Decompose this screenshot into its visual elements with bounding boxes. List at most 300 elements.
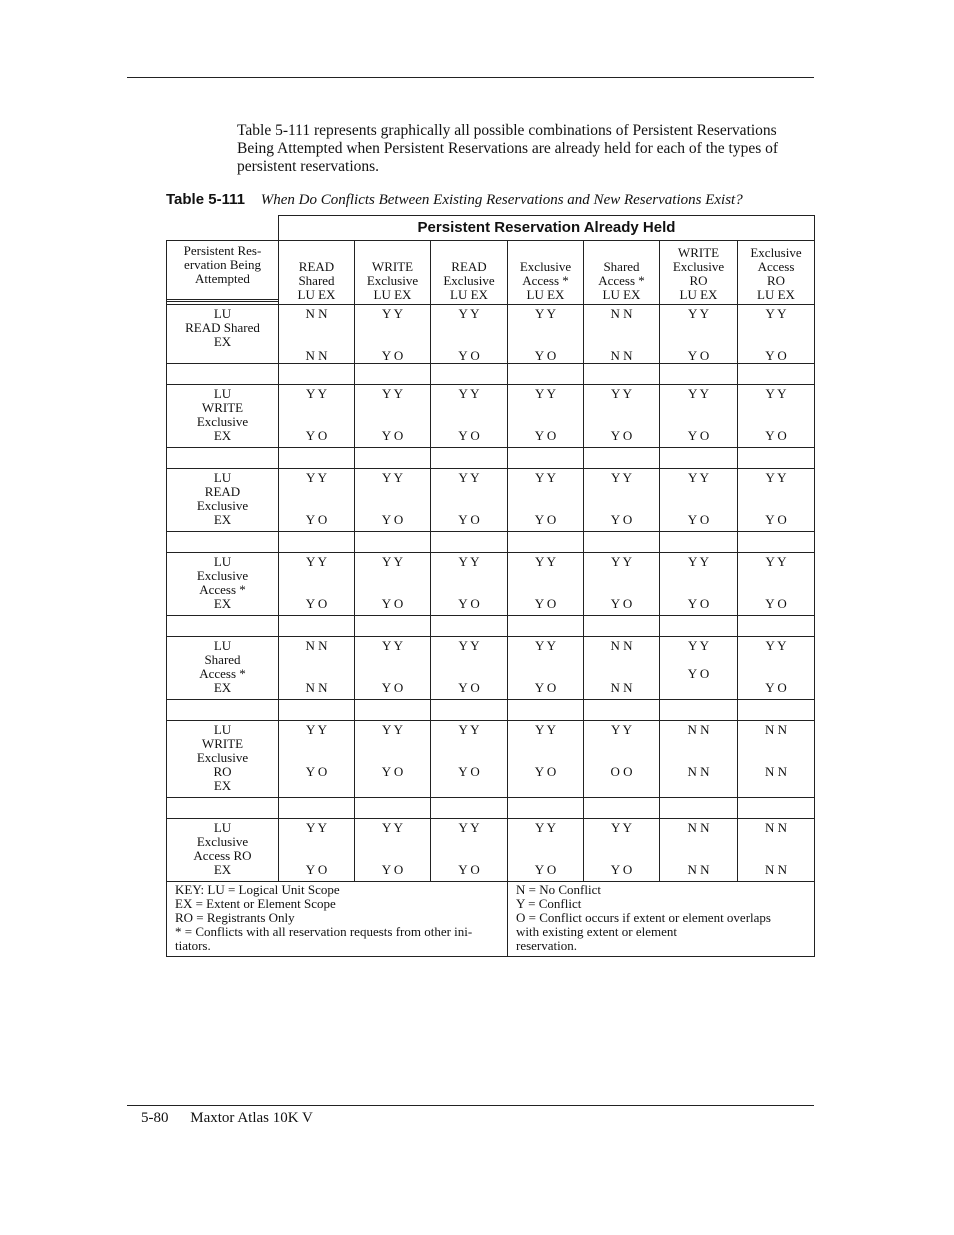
column-header-line: Exclusive [443,273,495,288]
cell-line-2: N N [687,862,710,877]
cell-line-1: Y Y [534,386,557,401]
cell-spacer [738,321,814,349]
table-cell [738,553,815,616]
cell-line-1: Y Y [381,306,404,321]
cell-line-2: Y O [458,680,480,695]
corner-header [167,241,279,305]
cell-line-2: Y O [305,596,328,611]
table-cell [355,469,431,532]
cell-line-2: N N [687,764,710,779]
row-header-line: EX [213,512,232,527]
table-row [167,305,815,364]
table-cell [584,385,660,448]
separator-cell [167,616,279,637]
cell-line-2: Y O [381,862,404,877]
table-row [167,553,815,616]
column-header-text [279,241,354,304]
key-line: EX = Extent or Element Scope [175,896,336,911]
table-cell [355,305,431,364]
separator-cell [508,532,584,553]
cell-spacer [279,569,354,597]
cell-line-1: Y Y [305,820,328,835]
header-rule [127,77,814,78]
cell-line-1: Y Y [765,306,787,321]
table-cell [355,553,431,616]
cell-line-1: N N [687,722,710,737]
cell-line-2: N N [610,680,633,695]
row-header-line: READ [204,484,241,499]
column-header [431,241,508,305]
table-cell [431,469,508,532]
cell-line-1: Y Y [765,386,787,401]
row-header-line: Exclusive [196,568,249,583]
cell-spacer [508,569,583,597]
row-header-line: LU [213,386,232,401]
cell-line-2: Y O [765,512,787,527]
column-header-line: Exclusive [519,259,572,274]
separator-cell [660,364,738,385]
corner-header-text [167,241,278,302]
table-cell [738,819,815,882]
cell-line-2: Y O [765,680,787,695]
cell-line-2: Y O [534,512,557,527]
row-header-line: LU [213,638,232,653]
cell-line-1: Y Y [305,470,328,485]
column-header-text [738,241,814,304]
cell-line-2: Y O [458,428,480,443]
cell-line-1: Y Y [458,820,480,835]
cell-line-2: Y O [381,680,404,695]
row-header-line: LU [213,820,232,835]
separator-cell [431,616,508,637]
column-header-line: Exclusive [750,245,802,260]
row-header-line: EX [213,334,232,349]
cell-spacer [738,485,814,513]
table-cell [660,553,738,616]
cell-line-2: Y O [458,862,480,877]
separator-cell [431,798,508,819]
separator-cell [584,532,660,553]
table-caption [166,191,826,209]
column-header [738,241,815,305]
corner-header-line: Persistent Res- [183,243,262,258]
separator-cell [167,532,279,553]
cell-line-2: Y O [381,428,404,443]
table-row [167,637,815,700]
table-cell [279,819,355,882]
table-cell [508,819,584,882]
row-header [167,553,279,616]
table-cell [660,637,738,700]
cell-spacer [355,737,430,765]
separator-cell [660,616,738,637]
row-header [167,637,279,700]
cell-spacer [508,485,583,513]
separator-cell [508,364,584,385]
cell-line-2: Y O [687,666,710,681]
cell-spacer [279,737,354,765]
separator-cell [355,700,431,721]
table-caption-label: Table 5-111 [166,191,245,208]
cell-spacer [738,653,814,681]
key-line: RO = Registrants Only [175,910,295,925]
separator-cell [738,532,815,553]
cell-line-2: N N [764,764,788,779]
separator-row [167,364,815,385]
cell-line-2: Y O [381,764,404,779]
cell-line-2: Y O [765,348,787,363]
row-header-line: Exclusive [196,750,249,765]
column-header [355,241,431,305]
page-footer [141,1110,313,1127]
cell-line-1: Y Y [305,386,328,401]
key-line: tiators. [175,938,211,953]
separator-cell [584,798,660,819]
column-header-line: LU EX [679,287,718,302]
column-header [279,241,355,305]
column-header-line: LU EX [602,287,641,302]
key-line: with existing extent or element [516,924,678,939]
cell-line-1: Y Y [381,638,404,653]
cell-spacer [508,835,583,863]
row-header [167,385,279,448]
cell-spacer [660,653,737,667]
separator-cell [738,798,815,819]
conflict-table [166,215,815,957]
column-header-line: Shared [603,259,640,274]
cell-line-1: Y Y [610,820,633,835]
separator-cell [660,798,738,819]
column-header-line: RO [766,273,786,288]
separator-cell [660,700,738,721]
table-cell [279,469,355,532]
cell-line-1: Y Y [687,386,710,401]
column-header-text [584,241,659,304]
column-header [660,241,738,305]
table-cell [660,469,738,532]
cell-spacer [508,401,583,429]
separator-cell [167,448,279,469]
cell-line-2: Y O [534,596,557,611]
cell-spacer [431,653,507,681]
cell-spacer [584,569,659,597]
column-header-line: Access * [522,273,569,288]
separator-cell [584,616,660,637]
cell-line-2: Y O [610,862,633,877]
cell-line-2: Y O [381,348,404,363]
table-cell [738,469,815,532]
cell-spacer [584,485,659,513]
separator-cell [167,798,279,819]
cell-line-2: Y O [458,512,480,527]
cell-spacer [738,569,814,597]
cell-spacer [508,321,583,349]
key-line: Y = Conflict [516,896,582,911]
cell-line-2: O O [610,764,633,779]
table-cell [279,553,355,616]
cell-line-1: N N [687,820,710,835]
cell-line-1: N N [610,638,633,653]
cell-spacer [431,401,507,429]
row-header-line: LU [213,722,232,737]
cell-line-2: Y O [534,348,557,363]
cell-line-1: Y Y [381,470,404,485]
cell-spacer [431,835,507,863]
separator-row [167,700,815,721]
column-header-line: WRITE [371,259,414,274]
table-cell [738,637,815,700]
header-row-columns [167,241,815,305]
cell-spacer [355,321,430,349]
column-header-line: WRITE [677,245,720,260]
separator-cell [167,364,279,385]
separator-cell [431,700,508,721]
separator-cell [738,364,815,385]
cell-line-2: Y O [534,680,557,695]
cell-spacer [355,653,430,681]
cell-spacer [660,401,737,429]
cell-spacer [431,485,507,513]
cell-spacer [660,737,737,765]
cell-line-2: N N [610,348,633,363]
cell-spacer [738,401,814,429]
intro-paragraph: Table 5-111 represents graphically all possible combinations of Persistent Reservations Being Attempted when Persistent Reservations are already held for each of the types of persistent reservations. [237,122,779,175]
cell-spacer [355,569,430,597]
cell-spacer [279,401,354,429]
table-cell [660,819,738,882]
cell-line-2: Y O [458,764,480,779]
cell-line-2: N N [305,680,328,695]
column-header-line: Exclusive [672,259,725,274]
cell-line-1: Y Y [687,470,710,485]
column-header-line: LU EX [297,287,336,302]
key-line: O = Conflict occurs if extent or element overlaps [516,910,771,925]
separator-cell [279,532,355,553]
cell-spacer [279,653,354,681]
cell-spacer [508,737,583,765]
table-cell [584,721,660,798]
column-header [584,241,660,305]
cell-spacer [508,653,583,681]
row-header-line: Access RO [193,848,252,863]
column-header-line: LU EX [450,287,488,302]
cell-line-2: Y O [305,512,328,527]
cell-line-1: Y Y [765,638,787,653]
document-title: Maxtor Atlas 10K V [190,1110,313,1126]
column-header-line: Access [757,259,795,274]
row-header-line: Shared [204,652,241,667]
table-cell [584,553,660,616]
cell-line-1: N N [764,820,788,835]
table-cell [279,305,355,364]
cell-line-1: N N [305,638,328,653]
cell-spacer [355,401,430,429]
table-cell [660,385,738,448]
column-header-line: LU EX [526,287,565,302]
separator-cell [279,448,355,469]
separator-cell [584,364,660,385]
table-cell [584,305,660,364]
table-cell [738,305,815,364]
separator-cell [738,448,815,469]
cell-spacer [660,321,737,349]
table-cell [431,553,508,616]
cell-line-1: Y Y [610,722,633,737]
column-header-line: READ [451,259,487,274]
cell-line-2: N N [305,348,328,363]
table-row [167,721,815,798]
cell-line-2: Y O [765,428,787,443]
table-cell [431,305,508,364]
cell-spacer [279,321,354,349]
cell-spacer [279,485,354,513]
cell-spacer [279,835,354,863]
cell-spacer [584,737,659,765]
cell-line-2: Y O [381,512,404,527]
cell-line-2: Y O [458,596,480,611]
cell-line-1: Y Y [381,820,404,835]
cell-line-1: Y Y [458,470,480,485]
column-header-text [660,241,737,304]
cell-line-1: Y Y [765,554,787,569]
separator-cell [431,532,508,553]
corner-header-line: ervation Being [184,257,261,272]
row-header-line: Access * [199,582,246,597]
separator-cell [584,700,660,721]
cell-spacer [660,485,737,513]
cell-line-1: Y Y [534,306,557,321]
row-header-line: EX [213,596,232,611]
table-cell [738,721,815,798]
separator-cell [508,798,584,819]
table-cell [355,721,431,798]
header-row-held [167,216,815,241]
separator-row [167,448,815,469]
table-cell [279,637,355,700]
row-header [167,469,279,532]
table-cell [508,469,584,532]
column-header-text [508,241,583,304]
separator-cell [431,364,508,385]
cell-line-1: Y Y [458,306,480,321]
cell-spacer [738,737,814,765]
cell-line-1: Y Y [534,470,557,485]
cell-line-2: Y O [305,764,328,779]
row-header-line: Access * [199,666,246,681]
cell-line-2: Y O [458,348,480,363]
cell-line-1: N N [764,722,788,737]
key-line: N = No Conflict [516,882,601,897]
cell-spacer [355,835,430,863]
blank-corner-cell [167,216,279,241]
table-cell [355,819,431,882]
row-header-line: Exclusive [196,414,249,429]
table-cell [355,637,431,700]
row-header-line: Exclusive [196,834,249,849]
cell-line-2: Y O [305,862,328,877]
separator-cell [508,700,584,721]
separator-row [167,798,815,819]
cell-line-1: Y Y [458,638,480,653]
table-cell [508,553,584,616]
table-row [167,469,815,532]
cell-spacer [584,401,659,429]
cell-line-2: Y O [534,862,557,877]
row-header-line: EX [213,680,232,695]
corner-header-line: Attempted [195,271,250,286]
cell-line-1: Y Y [534,820,557,835]
key-line: KEY: LU = Logical Unit Scope [175,882,340,897]
key-line: * = Conflicts with all reservation requests from other ini- [175,924,473,939]
cell-line-2: Y O [381,596,404,611]
cell-line-2: Y O [687,512,710,527]
cell-spacer [660,569,737,597]
column-header-line: LU EX [373,287,412,302]
cell-line-1: Y Y [458,386,480,401]
cell-line-2: Y O [687,348,710,363]
separator-row [167,616,815,637]
key-right [508,882,815,957]
key-row [167,882,815,957]
cell-line-1: Y Y [381,386,404,401]
cell-line-1: Y Y [687,638,710,653]
row-header-line: READ Shared [185,320,260,335]
cell-spacer [738,835,814,863]
column-header-text [431,241,507,304]
separator-row [167,532,815,553]
cell-spacer [431,569,507,597]
separator-cell [279,798,355,819]
separator-cell [355,532,431,553]
cell-line-1: Y Y [381,722,404,737]
table-row [167,819,815,882]
column-header-line: RO [689,273,708,288]
table-cell [431,637,508,700]
row-header-line: EX [213,778,232,793]
separator-cell [660,532,738,553]
column-header-line: READ [298,259,335,274]
cell-spacer [584,835,659,863]
row-header [167,721,279,798]
table-row [167,385,815,448]
table-cell [431,721,508,798]
cell-line-1: N N [610,306,633,321]
separator-cell [355,364,431,385]
table-cell [508,721,584,798]
separator-cell [355,798,431,819]
cell-line-2: N N [764,862,788,877]
cell-line-2: Y O [610,596,633,611]
table-cell [279,385,355,448]
separator-cell [508,616,584,637]
row-header-line: EX [213,428,232,443]
cell-spacer [431,737,507,765]
cell-line-2: Y O [687,596,710,611]
cell-line-1: Y Y [687,306,710,321]
separator-cell [508,448,584,469]
cell-line-2: Y O [610,428,633,443]
held-header: Persistent Reservation Already Held [279,216,815,241]
cell-line-1: Y Y [305,722,328,737]
cell-line-1: N N [305,306,328,321]
cell-spacer [355,485,430,513]
table-cell [584,819,660,882]
cell-spacer [431,321,507,349]
row-header-line: Exclusive [196,498,249,513]
footer-rule [127,1105,814,1106]
table-cell [431,385,508,448]
row-header-line: WRITE [201,736,244,751]
